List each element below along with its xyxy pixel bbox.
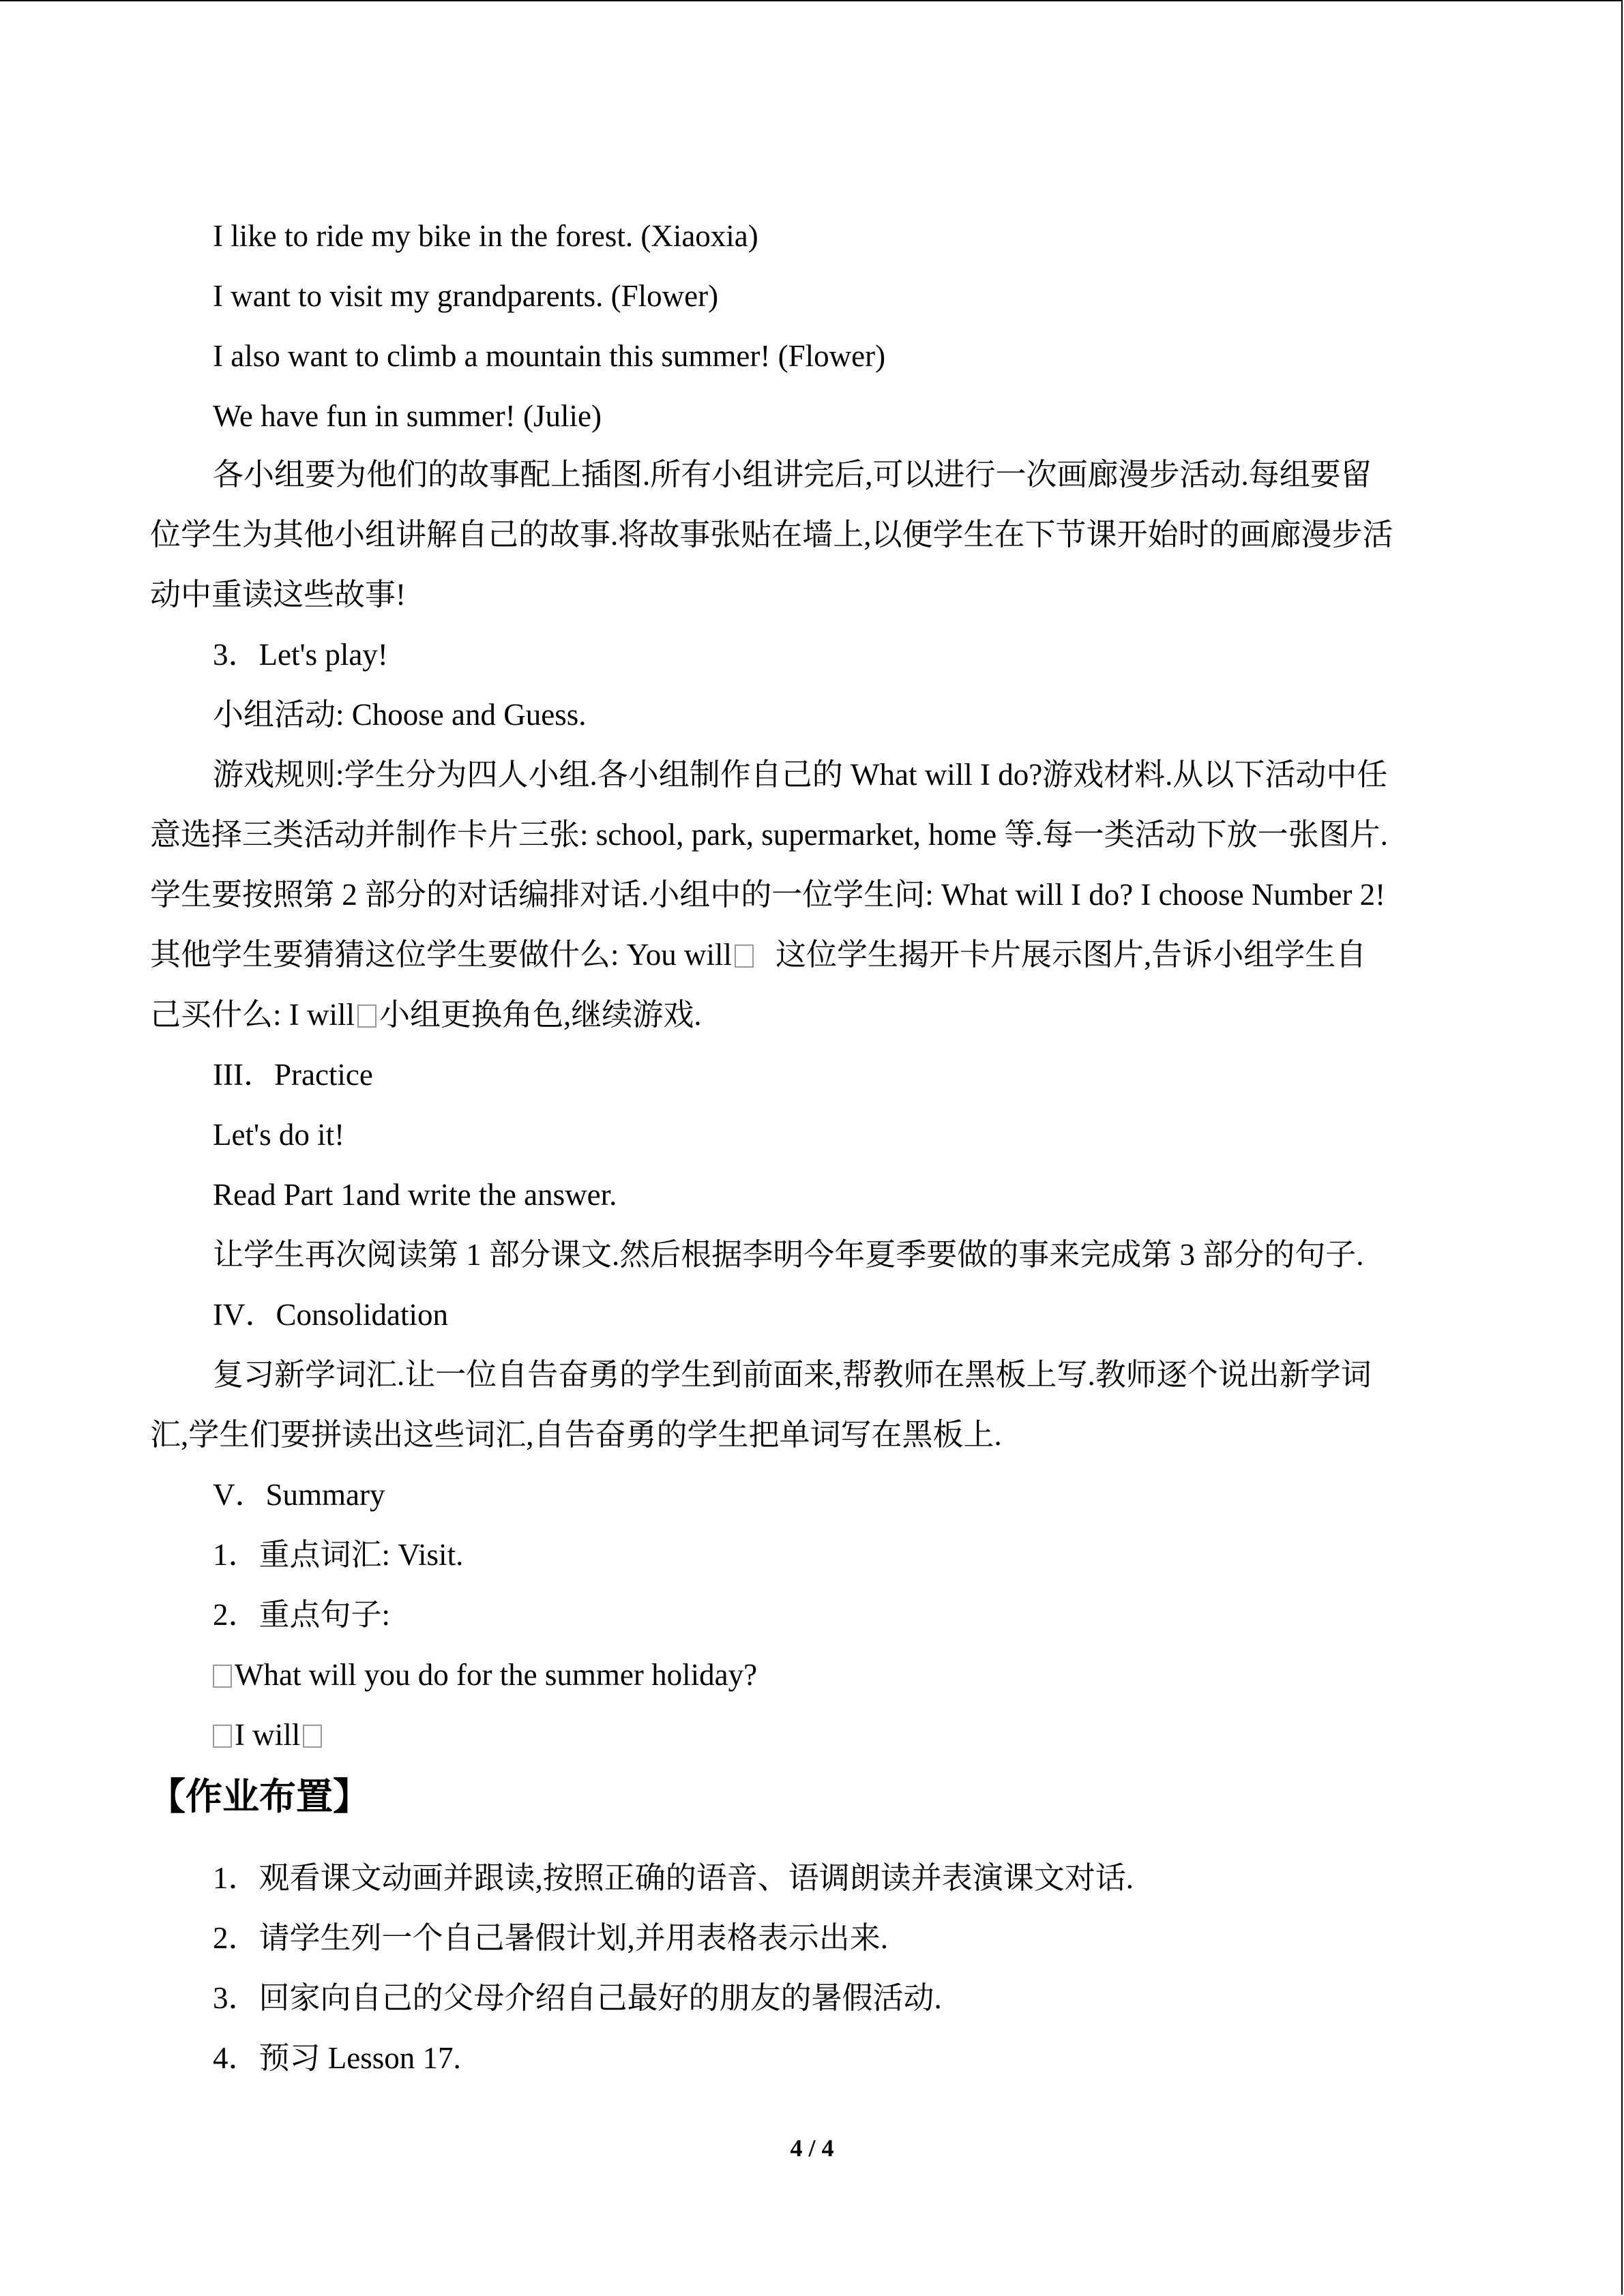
consolidation-line-1: 复习新学词汇.让一位自告奋勇的学生到前面来,帮教师在黑板上写.教师逐个说出新学词 [213,1358,1372,1392]
dialogue-line-xiaoxia: I like to ride my bike in the forest. (Xiaoxia) [213,219,758,253]
page-number: 4 / 4 [790,2134,834,2162]
paragraph-gallery-line-3: 动中重读这些故事! [150,578,406,612]
placeholder-box [357,1004,377,1028]
placeholder-box [303,1725,322,1748]
section-consolidation: IV．Consolidation [213,1298,448,1332]
rules-line-5-part-a: 己买什么: I will [150,998,355,1032]
dialogue-line-flower-2: I also want to climb a mountain this summer! (Flower) [213,339,886,373]
dialogue-line-julie: We have fun in summer! (Julie) [213,399,602,433]
paragraph-gallery-line-2: 位学生为其他小组讲解自己的故事.将故事张贴在墙上,以便学生在下节课开始时的画廊漫步活 [150,518,1393,552]
rules-line-3: 学生要按照第 2 部分的对话编排对话.小组中的一位学生问: What will I do? I choose Number 2! [150,878,1386,912]
homework-item-4: 4．预习 Lesson 17. [213,2041,461,2075]
rules-line-1: 游戏规则:学生分为四人小组.各小组制作自己的 What will I do?游戏材料.从以下活动中任 [213,758,1388,792]
paragraph-gallery-line-1: 各小组要为他们的故事配上插图.所有小组讲完后,可以进行一次画廊漫步活动.每组要留 [213,458,1372,492]
group-activity-line: 小组活动: Choose and Guess. [213,698,587,732]
read-part-1: Read Part 1and write the answer. [213,1178,617,1212]
placeholder-box [213,1725,232,1748]
consolidation-line-2: 汇,学生们要拼读出这些词汇,自告奋勇的学生把单词写在黑板上. [150,1418,1002,1452]
section-practice: III．Practice [213,1058,373,1092]
section-summary: V．Summary [213,1478,385,1512]
homework-heading: 【作业布置】 [149,1775,370,1818]
rules-line-5 [150,996,702,1034]
rules-line-5-part-b: 小组更换角色,继续游戏. [379,998,702,1032]
summary-sentence-2-text: I will [235,1718,301,1752]
homework-item-2: 2．请学生列一个自己暑假计划,并用表格表示出来. [213,1921,889,1955]
placeholder-box [213,1665,232,1688]
rules-line-4-part-b: 这位学生揭开卡片展示图片,告诉小组学生自 [776,938,1367,972]
summary-sentence-1-text: What will you do for the summer holiday? [235,1658,758,1692]
rules-line-4-part-a: 其他学生要猜猜这位学生要做什么: You will [150,938,733,972]
section-lets-play: 3．Let's play! [213,638,388,672]
homework-item-3: 3．回家向自己的父母介绍自己最好的朋友的暑假活动. [213,1981,942,2015]
summary-key-sentences: 2．重点句子: [213,1598,391,1632]
lets-do-it: Let's do it! [213,1118,345,1152]
dialogue-line-flower-1: I want to visit my grandparents. (Flower) [213,279,719,313]
rules-line-2: 意选择三类活动并制作卡片三张: school, park, supermarket, home 等.每一类活动下放一张图片. [150,818,1388,852]
placeholder-box [735,944,754,968]
practice-instruction: 让学生再次阅读第 1 部分课文.然后根据李明今年夏季要做的事来完成第 3 部分的句子. [213,1238,1364,1272]
summary-sentence-2 [213,1716,325,1754]
summary-sentence-1 [213,1656,757,1694]
summary-key-words: 1．重点词汇: Visit. [213,1538,464,1572]
homework-item-1: 1．观看课文动画并跟读,按照正确的语音、语调朗读并表演课文对话. [213,1861,1134,1895]
rules-line-4 [150,936,1366,974]
